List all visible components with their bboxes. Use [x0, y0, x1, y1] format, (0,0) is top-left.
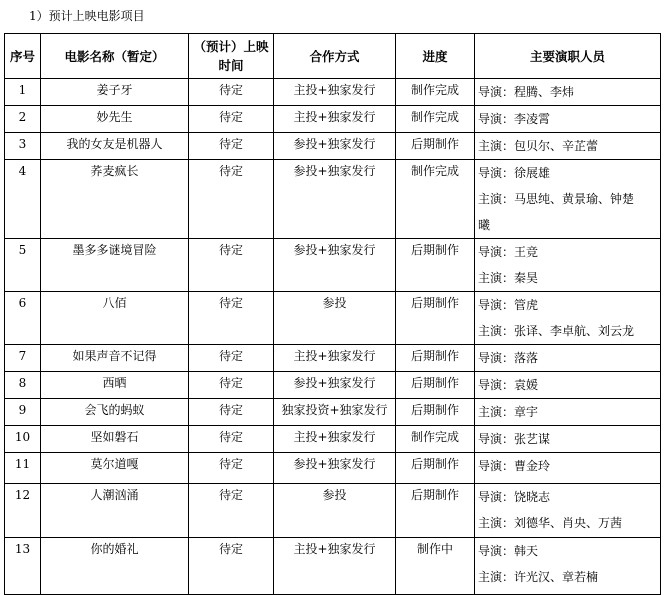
film-title: 我的女友是机器人 [41, 133, 189, 160]
row-number: 11 [5, 453, 41, 484]
film-title: 人潮汹涌 [41, 484, 189, 538]
film-title: 姜子牙 [41, 79, 189, 106]
release-time: 待定 [189, 292, 274, 345]
cooperation-mode: 主投+独家发行 [274, 106, 396, 133]
row-number: 8 [5, 372, 41, 399]
progress-status: 制作完成 [396, 426, 475, 453]
column-header-cooperation: 合作方式 [274, 34, 396, 79]
release-time: 待定 [189, 106, 274, 133]
table-row [5, 79, 661, 106]
cooperation-mode: 参投+独家发行 [274, 239, 396, 292]
row-number: 12 [5, 484, 41, 538]
cast-and-crew [475, 133, 661, 160]
progress-status: 后期制作 [396, 133, 475, 160]
film-title: 八佰 [41, 292, 189, 345]
cast-line: 主演：许光汉、章若楠 [478, 570, 599, 584]
cast-line: 导演：曹金玲 [478, 459, 551, 473]
cast-line: 导演：李凌霄 [478, 112, 551, 126]
table-row [5, 372, 661, 399]
cast-line: 主演：张译、李卓航、刘云龙 [478, 324, 635, 338]
progress-status: 后期制作 [396, 345, 475, 372]
release-time: 待定 [189, 160, 274, 239]
cast-line: 导演：王竞 [478, 245, 539, 259]
table-row [5, 345, 661, 372]
film-title: 荞麦疯长 [41, 160, 189, 239]
table-row [5, 484, 661, 538]
cast-line: 导演：韩天 [478, 544, 539, 558]
cast-and-crew [475, 239, 661, 292]
cast-line: 主演：章宇 [478, 405, 539, 419]
column-header-title: 电影名称（暂定） [41, 34, 189, 79]
cast-and-crew [475, 426, 661, 453]
table-header-row [5, 34, 661, 79]
row-number: 2 [5, 106, 41, 133]
cooperation-mode: 主投+独家发行 [274, 538, 396, 595]
film-title: 墨多多谜境冒险 [41, 239, 189, 292]
cooperation-mode: 参投+独家发行 [274, 372, 396, 399]
film-title: 坚如磐石 [41, 426, 189, 453]
release-time: 待定 [189, 484, 274, 538]
table-row [5, 160, 661, 239]
row-number: 6 [5, 292, 41, 345]
section-heading: 1）预计上映电影项目 [29, 9, 145, 23]
progress-status: 后期制作 [396, 239, 475, 292]
film-title: 你的婚礼 [41, 538, 189, 595]
progress-status: 制作中 [396, 538, 475, 595]
cast-and-crew [475, 106, 661, 133]
row-number: 1 [5, 79, 41, 106]
cooperation-mode: 参投 [274, 292, 396, 345]
table-row [5, 133, 661, 160]
release-time: 待定 [189, 372, 274, 399]
row-number: 7 [5, 345, 41, 372]
cast-and-crew [475, 453, 661, 484]
table-row [5, 399, 661, 426]
progress-status: 后期制作 [396, 399, 475, 426]
column-header-progress: 进度 [396, 34, 475, 79]
cast-line: 导演：袁媛 [478, 378, 539, 392]
release-time: 待定 [189, 538, 274, 595]
row-number: 3 [5, 133, 41, 160]
row-number: 9 [5, 399, 41, 426]
row-number: 10 [5, 426, 41, 453]
cast-and-crew [475, 538, 661, 595]
film-title: 西晒 [41, 372, 189, 399]
cast-and-crew [475, 399, 661, 426]
cast-line: 导演：落落 [478, 351, 539, 365]
table-row [5, 538, 661, 595]
cast-and-crew [475, 79, 661, 106]
cooperation-mode: 主投+独家发行 [274, 426, 396, 453]
column-header-cast: 主要演职人员 [475, 34, 661, 79]
cooperation-mode: 参投+独家发行 [274, 453, 396, 484]
film-title: 会飞的蚂蚁 [41, 399, 189, 426]
cast-line: 导演：程腾、李炜 [478, 85, 575, 99]
table-row [5, 453, 661, 484]
cast-and-crew [475, 292, 661, 345]
cast-line: 导演：管虎 [478, 298, 539, 312]
film-projects-table [4, 33, 661, 595]
cast-and-crew [475, 372, 661, 399]
cast-and-crew [475, 345, 661, 372]
cast-line: 主演：马思纯、黄景瑜、钟楚 [478, 192, 635, 206]
progress-status: 后期制作 [396, 484, 475, 538]
progress-status: 后期制作 [396, 372, 475, 399]
progress-status: 后期制作 [396, 453, 475, 484]
progress-status: 后期制作 [396, 292, 475, 345]
cast-line: 导演：张艺谋 [478, 432, 551, 446]
row-number: 13 [5, 538, 41, 595]
film-title: 莫尔道嘎 [41, 453, 189, 484]
cooperation-mode: 主投+独家发行 [274, 345, 396, 372]
row-number: 4 [5, 160, 41, 239]
cooperation-mode: 参投 [274, 484, 396, 538]
film-title: 妙先生 [41, 106, 189, 133]
column-header-number: 序号 [5, 34, 41, 79]
release-time: 待定 [189, 79, 274, 106]
film-title: 如果声音不记得 [41, 345, 189, 372]
cast-line: 导演：徐展雄 [478, 166, 551, 180]
cast-and-crew [475, 484, 661, 538]
cast-line: 主演：刘德华、肖央、万茜 [478, 516, 623, 530]
cast-line: 主演：包贝尔、辛芷蕾 [478, 139, 599, 153]
row-number: 5 [5, 239, 41, 292]
release-time: 待定 [189, 453, 274, 484]
table-row [5, 426, 661, 453]
cast-line: 导演：饶晓志 [478, 490, 551, 504]
progress-status: 制作完成 [396, 79, 475, 106]
cooperation-mode: 参投+独家发行 [274, 133, 396, 160]
release-time: 待定 [189, 239, 274, 292]
table-row [5, 239, 661, 292]
progress-status: 制作完成 [396, 160, 475, 239]
column-header-release: （预计）上映时间 [189, 34, 274, 79]
cast-line: 曦 [478, 218, 491, 232]
cooperation-mode: 独家投资+独家发行 [274, 399, 396, 426]
release-time: 待定 [189, 399, 274, 426]
release-time: 待定 [189, 345, 274, 372]
table-row [5, 292, 661, 345]
cooperation-mode: 主投+独家发行 [274, 79, 396, 106]
release-time: 待定 [189, 133, 274, 160]
progress-status: 制作完成 [396, 106, 475, 133]
cooperation-mode: 参投+独家发行 [274, 160, 396, 239]
release-time: 待定 [189, 426, 274, 453]
cast-line: 主演：秦昊 [478, 271, 539, 285]
table-row [5, 106, 661, 133]
cast-and-crew [475, 160, 661, 239]
